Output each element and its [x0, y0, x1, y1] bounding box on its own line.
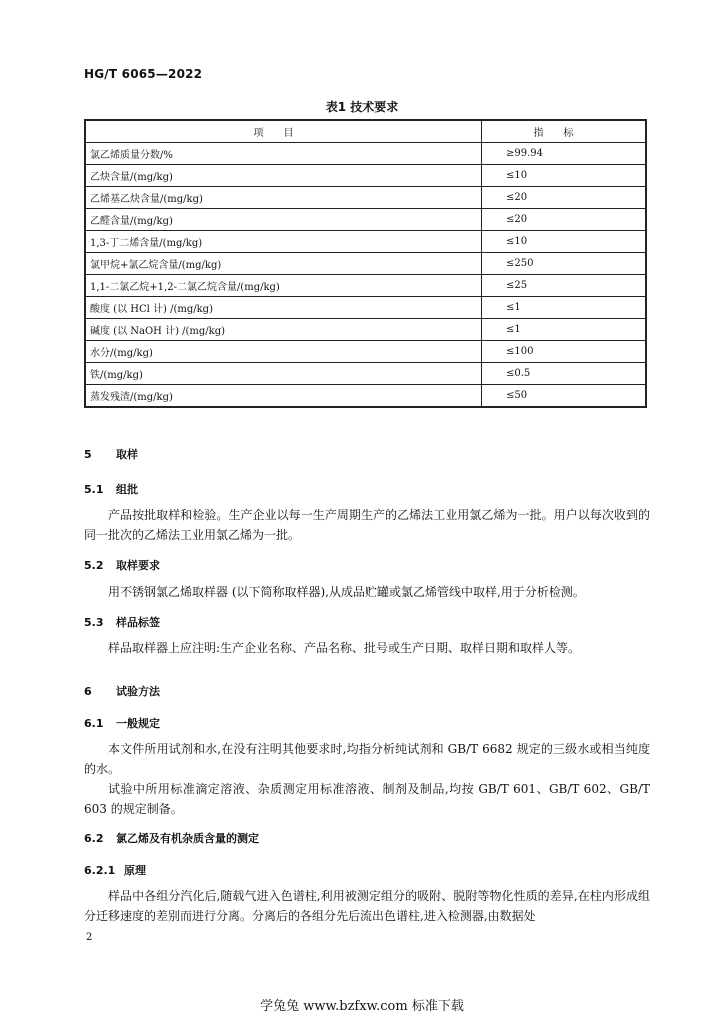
- row-value: ≤10: [482, 165, 647, 187]
- row-value: ≤100: [482, 341, 647, 363]
- section-5-1-heading: [84, 481, 138, 497]
- standard-code: HG/T 6065—2022: [84, 67, 203, 81]
- section-number: 6.2.1: [84, 864, 116, 877]
- paragraph-5-1: 产品按批取样和检验。生产企业以每一生产周期生产的乙烯法工业用氯乙烯为一批。用户以每次收到的同一批次的乙烯法工业用氯乙烯为一批。: [84, 508, 650, 542]
- table-row: [85, 165, 646, 187]
- section-number: 6.2: [84, 832, 104, 845]
- row-item: 氯甲烷+氯乙烷含量/(mg/kg): [85, 253, 482, 275]
- paragraph-5-2: 用不锈钢氯乙烯取样器 (以下简称取样器),从成品贮罐或氯乙烯管线中取样,用于分析检测。: [108, 585, 585, 599]
- technical-requirements-table: [84, 119, 647, 408]
- section-6-2-1-heading: [84, 862, 146, 878]
- row-item: 乙醛含量/(mg/kg): [85, 209, 482, 231]
- column-header-value: 指标: [482, 120, 647, 143]
- section-number: 5: [84, 448, 92, 461]
- row-value: ≤0.5: [482, 363, 647, 385]
- column-header-item: 项目: [85, 120, 482, 143]
- row-value: ≤25: [482, 275, 647, 297]
- table-row: [85, 253, 646, 275]
- section-title: 样品标签: [116, 616, 160, 629]
- section-5-2-heading: [84, 557, 160, 573]
- paragraph-6-1a: 本文件所用试剂和水,在没有注明其他要求时,均指分析纯试剂和 GB/T 6682 规定的三级水或相当纯度的水。: [84, 742, 650, 776]
- section-title: 组批: [116, 483, 138, 496]
- table-row: [85, 275, 646, 297]
- section-5-3-heading: [84, 614, 160, 630]
- row-item: 蒸发残渣/(mg/kg): [85, 385, 482, 408]
- row-value: ≥99.94: [482, 143, 647, 165]
- table-row: [85, 231, 646, 253]
- section-number: 5.3: [84, 616, 104, 629]
- table-row: [85, 297, 646, 319]
- row-item: 1,3-丁二烯含量/(mg/kg): [85, 231, 482, 253]
- section-title: 一般规定: [116, 717, 160, 730]
- section-title: 氯乙烯及有机杂质含量的测定: [116, 832, 259, 845]
- row-item: 乙烯基乙炔含量/(mg/kg): [85, 187, 482, 209]
- page-number: 2: [86, 932, 93, 943]
- paragraph-6-1b: 试验中所用标准滴定溶液、杂质测定用标准溶液、制剂及制品,均按 GB/T 601、GB/T 602、GB/T 603 的规定制备。: [84, 782, 650, 816]
- table-row: [85, 319, 646, 341]
- section-number: 6: [84, 685, 92, 698]
- watermark-footer: 学兔兔 www.bzfxw.com 标准下载: [260, 999, 464, 1014]
- row-value: ≤20: [482, 187, 647, 209]
- section-title: 取样: [116, 448, 138, 461]
- row-item: 水分/(mg/kg): [85, 341, 482, 363]
- section-number: 5.1: [84, 483, 104, 496]
- row-value: ≤1: [482, 297, 647, 319]
- section-6-1-heading: [84, 715, 160, 731]
- section-title: 试验方法: [116, 685, 160, 698]
- section-number: 6.1: [84, 717, 104, 730]
- row-value: ≤10: [482, 231, 647, 253]
- row-item: 乙炔含量/(mg/kg): [85, 165, 482, 187]
- row-item: 1,1-二氯乙烷+1,2-二氯乙烷含量/(mg/kg): [85, 275, 482, 297]
- table-row: [85, 341, 646, 363]
- section-6-heading: [84, 683, 160, 699]
- row-item: 氯乙烯质量分数/%: [85, 143, 482, 165]
- section-title: 原理: [124, 864, 146, 877]
- row-value: ≤50: [482, 385, 647, 408]
- table-row: [85, 385, 646, 408]
- table-row: [85, 363, 646, 385]
- paragraph-6-2-1: 样品中各组分汽化后,随载气进入色谱柱,利用被测定组分的吸附、脱附等物化性质的差异,在柱内形成组分迁移速度的差别而进行分离。分离后的各组分先后流出色谱柱,进入检测器,由数据处: [84, 889, 650, 923]
- row-value: ≤250: [482, 253, 647, 275]
- table-row: [85, 209, 646, 231]
- row-value: ≤1: [482, 319, 647, 341]
- section-5-heading: [84, 446, 138, 462]
- table-row: [85, 143, 646, 165]
- table-title: 表1 技术要求: [325, 100, 399, 114]
- row-value: ≤20: [482, 209, 647, 231]
- section-title: 取样要求: [116, 559, 160, 572]
- paragraph-5-3: 样品取样器上应注明:生产企业名称、产品名称、批号或生产日期、取样日期和取样人等。: [108, 641, 581, 655]
- section-6-2-heading: [84, 830, 259, 846]
- row-item: 铁/(mg/kg): [85, 363, 482, 385]
- table-header-row: [85, 120, 646, 143]
- row-item: 酸度 (以 HCl 计) /(mg/kg): [85, 297, 482, 319]
- row-item: 碱度 (以 NaOH 计) /(mg/kg): [85, 319, 482, 341]
- table-row: [85, 187, 646, 209]
- section-number: 5.2: [84, 559, 104, 572]
